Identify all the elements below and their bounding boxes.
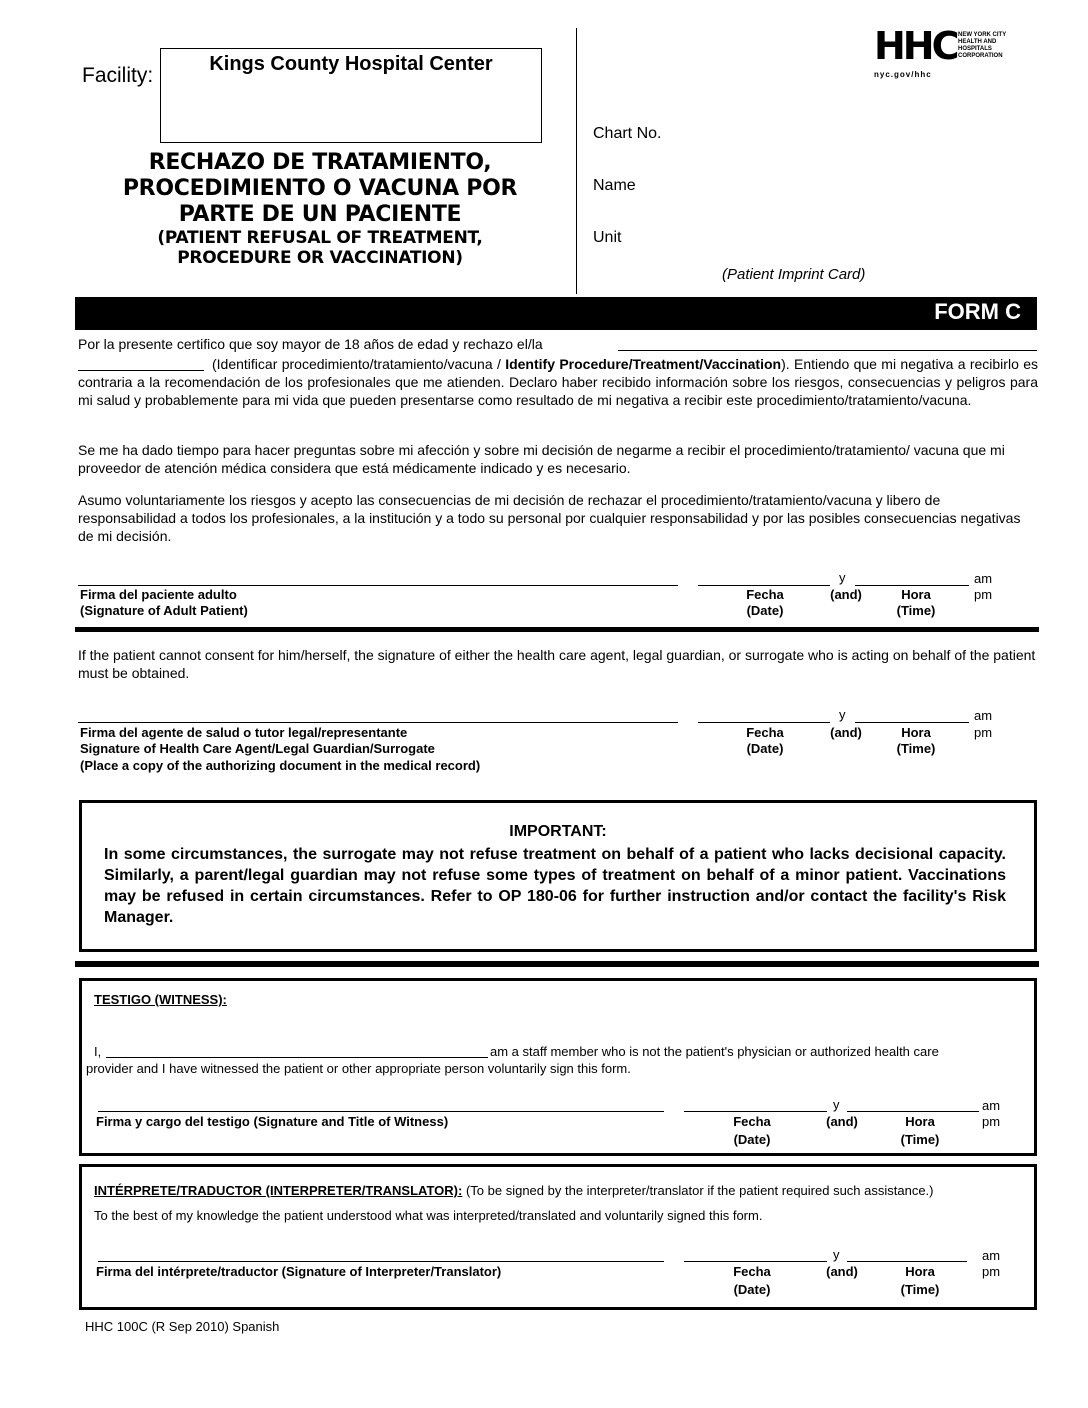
tagline-3: HOSPITALS	[958, 46, 992, 52]
paragraph-4: If the patient cannot consent for him/herself, the signature of either the health care agent, legal guardian, or surrogate who is acting on behalf of the patient must be obtained.	[78, 647, 1036, 681]
important-title: IMPORTANT:	[509, 823, 607, 840]
witness-and: (and)	[826, 1114, 858, 1129]
procedure-field-line-1[interactable]	[618, 350, 1037, 351]
witness-signature-line[interactable]	[98, 1111, 664, 1112]
section-divider-1	[75, 627, 1039, 632]
agent-sig-note: (Place a copy of the authorizing document in the medical record)	[80, 758, 481, 773]
unit-label: Unit	[593, 229, 622, 246]
witness-box	[79, 978, 1037, 1156]
interpreter-and: (and)	[826, 1264, 858, 1279]
paragraph-1-identify: (Identificar procedimiento/tratamiento/vacuna /	[212, 356, 501, 372]
agent-hora: Hora	[901, 725, 931, 740]
important-text: In some circumstances, the surrogate may not refuse treatment on behalf of a patient who lacks decisional capacity. Similarly, a parent/legal guardian may not refuse some types of treatment on behalf of a minor patient. Vaccinations may be refused in certain circumstances. Refer to OP 180-06 for further instruction and/or contact the facility's Risk Manager.	[104, 846, 1006, 926]
paragraph-1-body	[78, 355, 1038, 409]
agent-y: y	[839, 707, 846, 722]
witness-title-text: TESTIGO (WITNESS):	[94, 992, 227, 1007]
interpreter-fecha: Fecha	[733, 1264, 771, 1279]
interpreter-note: (To be signed by the interpreter/translator if the patient required such assistance.)	[465, 1183, 934, 1198]
patient-time-label: (Time)	[896, 603, 936, 618]
interpreter-pm: pm	[982, 1264, 1001, 1279]
title-line-2: PROCEDIMIENTO O VACUNA POR	[122, 176, 518, 201]
tagline-1: NEW YORK CITY	[958, 32, 1007, 38]
title-line-1: RECHAZO DE TRATAMIENTO,	[148, 150, 492, 175]
patient-and: (and)	[830, 587, 862, 602]
agent-pm: pm	[974, 725, 993, 740]
hhc-logo-mark: HHC	[874, 24, 957, 68]
patient-date-line[interactable]	[698, 585, 830, 586]
paragraph-1-rest: ). Entiendo que mi negativa a recibirlo es contraria a la recomendación de los profesionales que me atienden. Declaro haber recibido información sobre los riesgos, consecuencias y peligros para mi salud y probablemente para mi vida que pueden presentarse como resultado de mi negativa a recibir este procedimiento/tratamiento/vacuna.	[78, 356, 1038, 408]
interpreter-date-line[interactable]	[684, 1261, 827, 1262]
agent-time-label: (Time)	[896, 741, 936, 756]
witness-date-label: (Date)	[733, 1132, 771, 1147]
witness-y: y	[833, 1097, 840, 1112]
paragraph-3: Asumo voluntariamente los riesgos y acepto las consecuencias de mi decisión de rechazar el procedimiento/tratamiento/vacuna y libero de responsabilidad a todos los profesionales, a la institución y a todo su personal por cualquier responsabilidad y por las posibles consecuencias negativas de mi decisión.	[78, 492, 1021, 544]
imprint-label: (Patient Imprint Card)	[722, 266, 866, 283]
agent-sig-label-en: Signature of Health Care Agent/Legal Guardian/Surrogate	[80, 741, 435, 756]
interpreter-y: y	[833, 1247, 840, 1262]
agent-date-line[interactable]	[698, 722, 830, 723]
interpreter-am: am	[982, 1248, 1001, 1263]
interpreter-title: INTÉRPRETE/TRADUCTOR (INTERPRETER/TRANSLATOR):	[94, 1183, 463, 1198]
witness-fecha: Fecha	[733, 1114, 771, 1129]
witness-hora: Hora	[905, 1114, 935, 1129]
agent-fecha: Fecha	[746, 725, 784, 740]
witness-statement-b: provider and I have witnessed the patient or other appropriate person voluntarily sign this form.	[86, 1061, 631, 1076]
tagline-4: CORPORATION	[958, 53, 1003, 59]
witness-am: am	[982, 1098, 1001, 1113]
patient-hora: Hora	[901, 587, 931, 602]
facility-box	[160, 48, 542, 143]
patient-time-line[interactable]	[855, 585, 969, 586]
patient-y: y	[839, 570, 846, 585]
interpreter-date-label: (Date)	[733, 1282, 771, 1297]
agent-am: am	[974, 708, 993, 723]
patient-sig-label-es: Firma del paciente adulto	[80, 587, 237, 602]
interpreter-time-label: (Time)	[900, 1282, 940, 1297]
form-title	[80, 150, 560, 228]
hhc-logo-url: nyc.gov/hhc	[874, 70, 932, 79]
form-banner-label: FORM C	[934, 299, 1021, 324]
tagline-2: HEALTH AND	[958, 39, 997, 45]
agent-time-line[interactable]	[855, 722, 969, 723]
hhc-logo	[874, 24, 1034, 82]
interpreter-header	[94, 1183, 934, 1198]
name-label: Name	[593, 177, 636, 194]
facility-label: Facility:	[82, 64, 154, 87]
paragraph-1-intro: Por la presente certifico que soy mayor de 18 años de edad y rechazo el/la	[78, 336, 543, 352]
section-divider-2	[75, 961, 1039, 967]
title-line-3: PARTE DE UN PACIENTE	[178, 202, 462, 227]
witness-statement-a: am a staff member who is not the patient's physician or authorized health care	[490, 1044, 939, 1059]
witness-time-line[interactable]	[847, 1111, 979, 1112]
witness-sig-label: Firma y cargo del testigo (Signature and Title of Witness)	[96, 1114, 449, 1129]
form-banner	[75, 297, 1037, 330]
patient-signature-line[interactable]	[78, 585, 678, 586]
agent-signature-line[interactable]	[78, 722, 678, 723]
interpreter-signature-line[interactable]	[98, 1261, 664, 1262]
facility-name: Kings County Hospital Center	[209, 53, 493, 75]
patient-pm: pm	[974, 587, 993, 602]
hhc-logo-tagline	[958, 32, 1006, 60]
interpreter-statement: To the best of my knowledge the patient understood what was interpreted/translated and voluntarily signed this form.	[94, 1208, 763, 1223]
paragraph-2: Se me ha dado tiempo para hacer preguntas sobre mi afección y sobre mi decisión de negarme a recibir el procedimiento/tratamiento/ vacuna que mi proveedor de atención médica considera que está médicamente indicado y es necesario.	[78, 442, 1005, 476]
interpreter-sig-label: Firma del intérprete/traductor (Signature of Interpreter/Translator)	[96, 1264, 502, 1279]
witness-title	[94, 992, 227, 1007]
patient-sig-label-en: (Signature of Adult Patient)	[80, 603, 248, 618]
witness-pm: pm	[982, 1114, 1001, 1129]
agent-date-label: (Date)	[746, 741, 784, 756]
witness-i: I,	[94, 1044, 102, 1059]
patient-am: am	[974, 571, 993, 586]
patient-date-label: (Date)	[746, 603, 784, 618]
important-box	[79, 800, 1037, 952]
agent-and: (and)	[830, 725, 862, 740]
paragraph-1-identify-bold: Identify Procedure/Treatment/Vaccination	[505, 356, 782, 372]
header-divider	[576, 28, 577, 294]
witness-name-line[interactable]	[106, 1057, 488, 1058]
witness-date-line[interactable]	[684, 1111, 827, 1112]
form-id: HHC 100C (R Sep 2010) Spanish	[85, 1319, 280, 1334]
subtitle-line-1: (PATIENT REFUSAL OF TREATMENT,	[157, 228, 483, 248]
form-subtitle	[80, 228, 560, 268]
patient-fecha: Fecha	[746, 587, 784, 602]
agent-sig-label-es: Firma del agente de salud o tutor legal/representante	[80, 725, 408, 740]
witness-time-label: (Time)	[900, 1132, 940, 1147]
subtitle-line-2: PROCEDURE OR VACCINATION)	[177, 248, 463, 268]
interpreter-hora: Hora	[905, 1264, 935, 1279]
interpreter-box	[79, 1164, 1037, 1310]
interpreter-time-line[interactable]	[847, 1261, 967, 1262]
chart-no-label: Chart No.	[593, 125, 662, 142]
